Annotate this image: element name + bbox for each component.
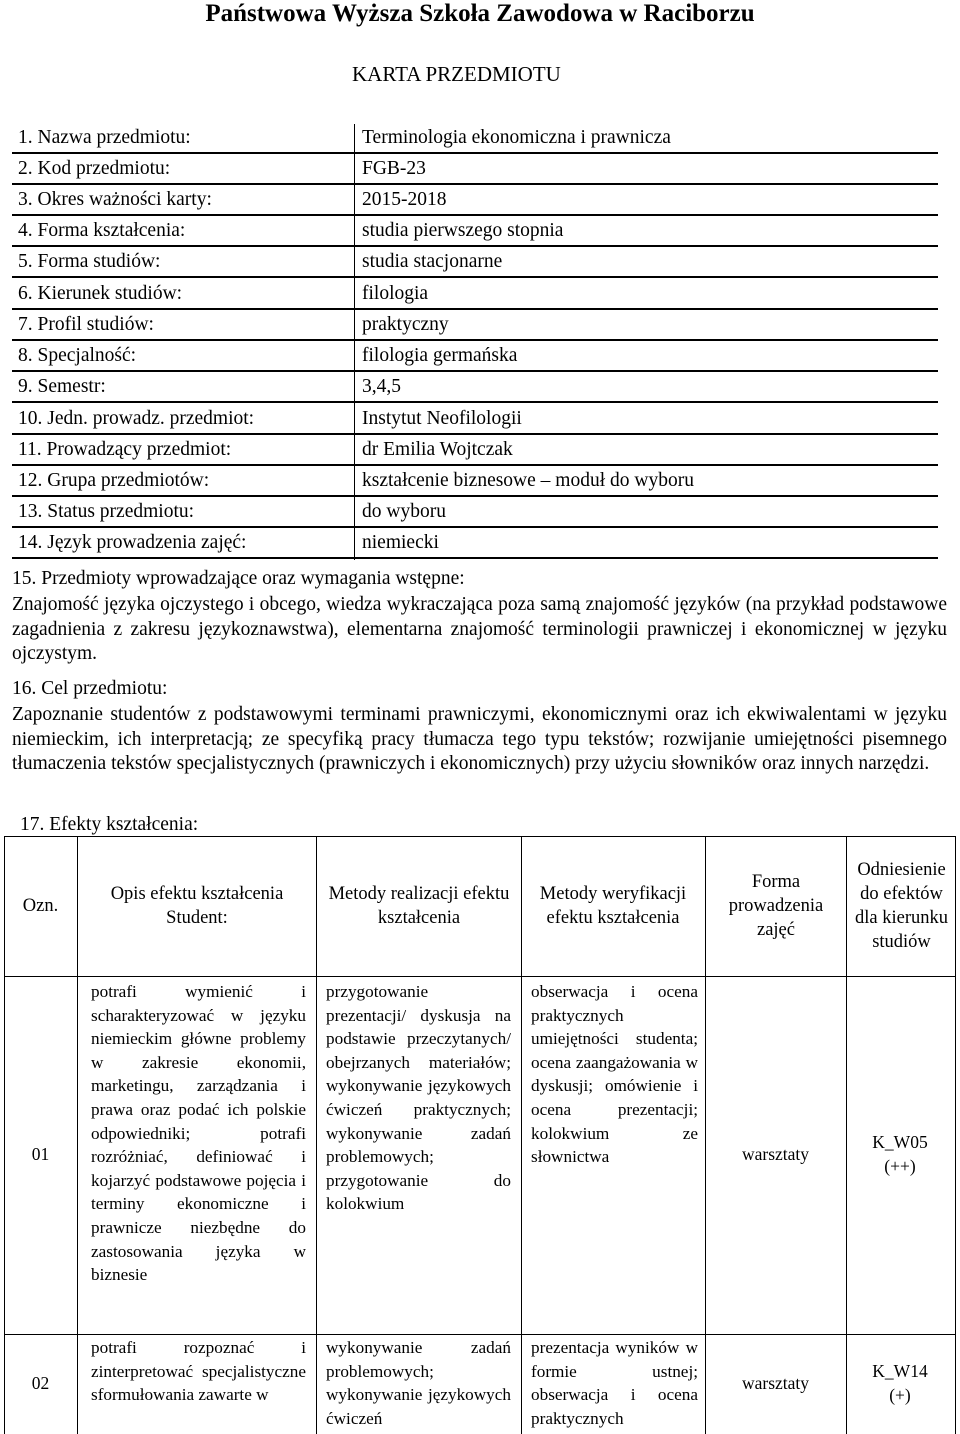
info-row — [18, 467, 938, 496]
info-label: 12. Grupa przedmiotów: — [18, 470, 210, 491]
info-label: 9. Semestr: — [18, 376, 106, 397]
info-row-rule — [12, 339, 938, 341]
column-border — [846, 836, 847, 1434]
info-label: 2. Kod przedmiotu: — [18, 158, 171, 179]
row-02-odniesienie: K_W14 (+) — [872, 1361, 928, 1405]
column-border — [316, 836, 317, 1434]
info-row — [18, 248, 938, 277]
column-header-opis: Opis efektu kształcenia Student: — [110, 884, 284, 928]
info-value: dr Emilia Wojtczak — [362, 439, 513, 460]
column-header-metody-realizacji: Metody realizacji efektu kształcenia — [328, 884, 510, 928]
info-value: praktyczny — [362, 314, 449, 335]
row-01-ozn: 01 — [31, 1144, 50, 1165]
row-01-forma: warsztaty — [741, 1144, 810, 1165]
info-row — [18, 217, 938, 246]
row-01-odniesienie: K_W05 (++) — [872, 1132, 928, 1176]
info-row-rule — [12, 433, 938, 435]
learning-outcomes-table — [4, 836, 956, 1434]
info-label: 7. Profil studiów: — [18, 314, 154, 335]
column-border — [955, 836, 956, 1434]
info-value: Terminologia ekonomiczna i prawnicza — [362, 127, 671, 148]
info-label: 13. Status przedmiotu: — [18, 501, 195, 522]
info-value: filologia germańska — [362, 345, 518, 366]
column-border — [77, 836, 78, 1434]
info-row — [18, 311, 938, 340]
info-value: filologia — [362, 283, 429, 304]
info-value: studia pierwszego stopnia — [362, 220, 564, 241]
info-value: do wyboru — [362, 501, 446, 522]
info-row-rule — [12, 495, 938, 497]
info-row — [18, 529, 938, 558]
column-header-ozn: Ozn. — [22, 896, 59, 916]
info-row — [18, 373, 938, 402]
section-17-heading: 17. Efekty kształcenia: — [20, 814, 199, 835]
info-row — [18, 405, 938, 434]
info-row-rule — [12, 245, 938, 247]
column-header-metody-weryfikacji: Metody weryfikacji efektu kształcenia — [539, 884, 687, 928]
row-02-metody-weryfikacji: prezentacja wyników w formie ustnej; obserwacja i ocena praktycznych — [531, 1338, 698, 1428]
row-01-opis: potrafi wymienić i scharakteryzować w języku niemieckim główne problemy w zakresie ekonomii, marketingu, zarządzania i prawa oraz podać ich polskie odpowiedniki; potrafi rozróżniać, definiować i kojarzyć podstawowe pojęcia i terminy ekonomiczne i prawnicze niezbędne do zastosowania języka w biznesie — [91, 982, 306, 1285]
info-label: 1. Nazwa przedmiotu: — [18, 127, 191, 148]
row-01-metody-weryfikacji: obserwacja i ocena praktycznych umiejętności studenta; ocena zaangażowania w dyskusji; omówienie i ocena prezentacji; kolokwium ze słownictwa — [531, 982, 698, 1167]
info-row-rule — [12, 526, 938, 528]
info-label: 11. Prowadzący przedmiot: — [18, 439, 232, 460]
column-header-odniesienie: Odniesienie do efektów dla kierunku studiów — [855, 860, 948, 952]
info-value: Instytut Neofilologii — [362, 408, 522, 429]
info-label: 4. Forma kształcenia: — [18, 220, 186, 241]
section-15-heading: 15. Przedmioty wprowadzające oraz wymagania wstępne: — [12, 568, 465, 589]
column-header-forma: Forma prowadzenia zajęć — [728, 872, 824, 940]
info-row — [18, 124, 938, 153]
document-title: KARTA PRZEDMIOTU — [352, 62, 561, 86]
info-row-rule — [12, 152, 938, 154]
info-value: kształcenie biznesowe – moduł do wyboru — [362, 470, 694, 491]
info-label: 5. Forma studiów: — [18, 251, 161, 272]
course-info-table — [0, 0, 960, 580]
info-value: niemiecki — [362, 532, 439, 553]
section-16-text: Zapoznanie studentów z podstawowymi terminami prawniczymi, ekonomicznymi oraz ich ekwiwalentami w języku niemieckim, ich interpretacją; ze specyfiką pracy tłumacza tego typu tekstów; rozwijanie umiejętności pisemnego tłumaczenia tekstów specjalistycznych (prawniczych i ekonomicznych) przy użyciu słowników oraz innych narzędzi. — [12, 704, 947, 774]
info-value: 2015-2018 — [362, 189, 447, 210]
info-row — [18, 342, 938, 371]
info-row — [18, 498, 938, 527]
info-label: 6. Kierunek studiów: — [18, 283, 183, 304]
row-01-metody-realizacji: przygotowanie prezentacji/ dyskusja na podstawie przeczytanych/ obejrzanych materiałów; wykonywanie językowych ćwiczeń praktycznych; wykonywanie zadań problemowych; przygotowanie do kolokwium — [326, 982, 511, 1214]
info-row — [18, 155, 938, 184]
section-15-text: Znajomość języka ojczystego i obcego, wiedza wykraczająca poza samą znajomość języków (na przykład podstawowe zagadnienia z zakresu językoznawstwa), elementarna znajomość terminologii prawniczej i ekonomicznej w języku ojczystym. — [12, 594, 947, 664]
row-02-forma: warsztaty — [741, 1373, 810, 1394]
info-row-rule — [12, 557, 938, 559]
info-row — [18, 436, 938, 465]
info-value: 3,4,5 — [362, 376, 401, 397]
info-label: 14. Język prowadzenia zajęć: — [18, 532, 247, 553]
info-label: 3. Okres ważności karty: — [18, 189, 212, 210]
info-row-rule — [12, 401, 938, 403]
info-row-rule — [12, 464, 938, 466]
info-row-rule — [12, 214, 938, 216]
row-02-metody-realizacji: wykonywanie zadań problemowych; wykonywanie językowych ćwiczeń — [326, 1338, 511, 1428]
row-02-ozn: 02 — [31, 1373, 50, 1394]
info-row-rule — [12, 276, 938, 278]
section-16-heading: 16. Cel przedmiotu: — [12, 678, 168, 699]
column-border — [521, 836, 522, 1434]
info-value: studia stacjonarne — [362, 251, 503, 272]
info-value: FGB-23 — [362, 158, 426, 179]
row-02-opis: potrafi rozpoznać i zinterpretować specjalistyczne sformułowania zawarte w — [91, 1338, 306, 1405]
info-label: 10. Jedn. prowadz. przedmiot: — [18, 408, 255, 429]
info-row-rule — [12, 183, 938, 185]
info-row — [18, 280, 938, 309]
info-label: 8. Specjalność: — [18, 345, 137, 366]
info-row-rule — [12, 308, 938, 310]
info-row-rule — [12, 370, 938, 372]
university-name: Państwowa Wyższa Szkoła Zawodowa w Raciborzu — [205, 0, 755, 27]
info-row — [18, 186, 938, 215]
